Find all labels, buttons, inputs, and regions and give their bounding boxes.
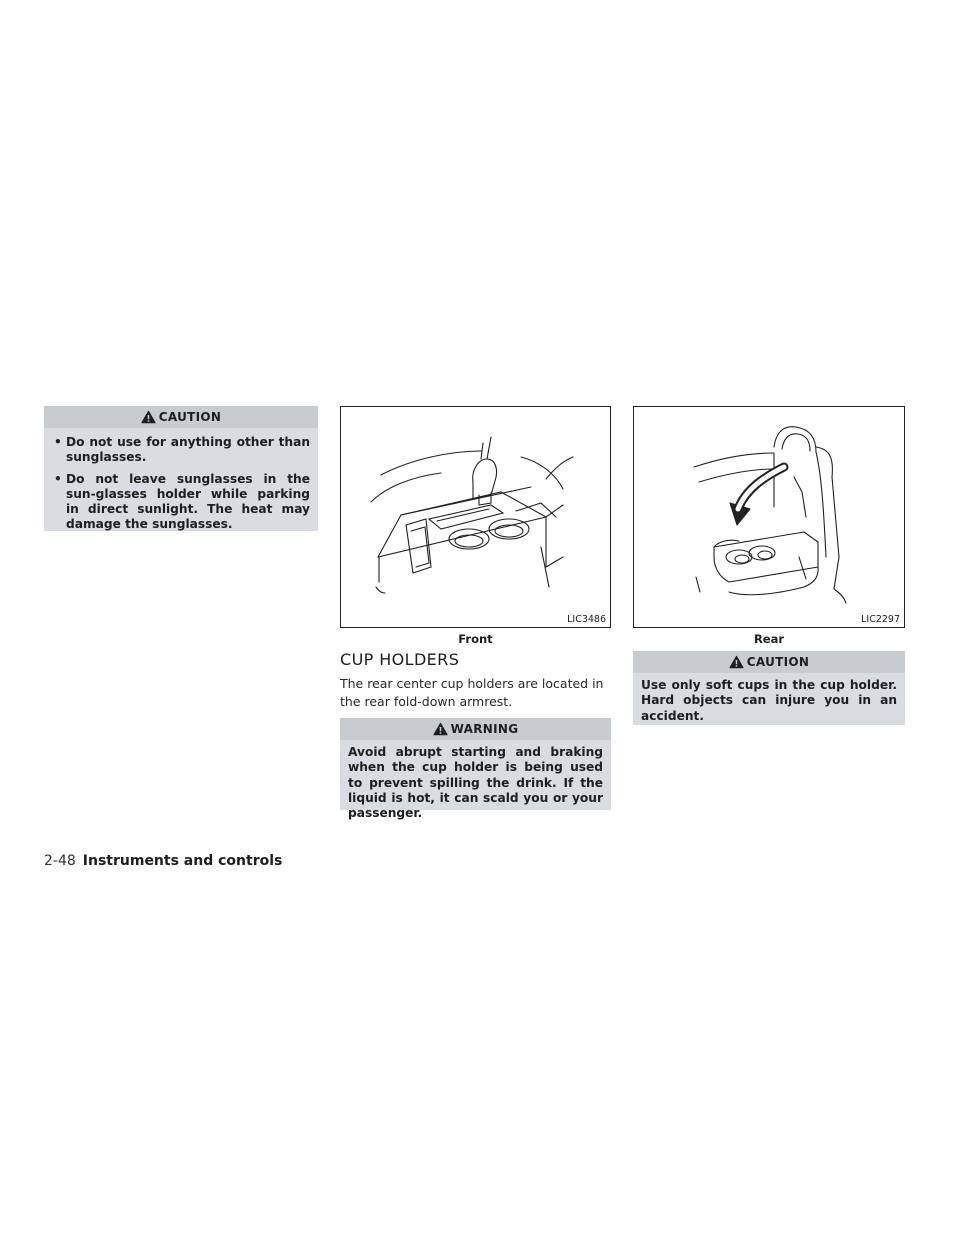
caution-box-cups: [633, 651, 905, 725]
figure-caption-front: Front: [458, 632, 493, 646]
caution-header: [633, 651, 905, 673]
warning-box: [340, 718, 611, 821]
warning-triangle-icon: [141, 410, 156, 424]
figure-caption-rear: Rear: [753, 632, 785, 646]
caution-title: CAUTION: [158, 410, 222, 424]
rear-armrest-illustration: [634, 407, 905, 628]
caution-text: Use only soft cups in the cup holder. Hard objects can injure you in an accident.: [641, 678, 897, 723]
caution-title: CAUTION: [746, 655, 810, 669]
footer-section-title: Instruments and controls: [82, 853, 283, 869]
warning-triangle-icon: [729, 655, 744, 669]
caution-item: • Do not leave sunglasses in the sun-glasses holder while parking in direct sunlight. The heat may damage the sunglasses.: [52, 472, 310, 533]
warning-triangle-icon: [433, 722, 448, 736]
figure-code: LIC3486: [567, 614, 606, 625]
warning-title: WARNING: [450, 722, 519, 736]
figure-rear-cup-holders: [633, 406, 905, 628]
caution-box-sunglasses: [44, 406, 318, 531]
section-heading: CUP HOLDERS: [340, 650, 460, 669]
caution-header: [44, 406, 318, 428]
warning-header: [340, 718, 611, 740]
front-console-illustration: [341, 407, 611, 628]
section-body: The rear center cup holders are located in the rear fold-down armrest.: [340, 676, 604, 709]
figure-front-cup-holders: [340, 406, 611, 628]
figure-code: LIC2297: [861, 614, 900, 625]
caution-item: • Do not use for anything other than sunglasses.: [52, 435, 310, 466]
page-footer: [44, 853, 282, 869]
warning-text: Avoid abrupt starting and braking when the cup holder is being used to prevent spilling the drink. If the liquid is hot, it can scald you or your passenger.: [348, 745, 603, 821]
caution-list: [52, 435, 310, 533]
page-number: 2-48: [44, 853, 76, 869]
